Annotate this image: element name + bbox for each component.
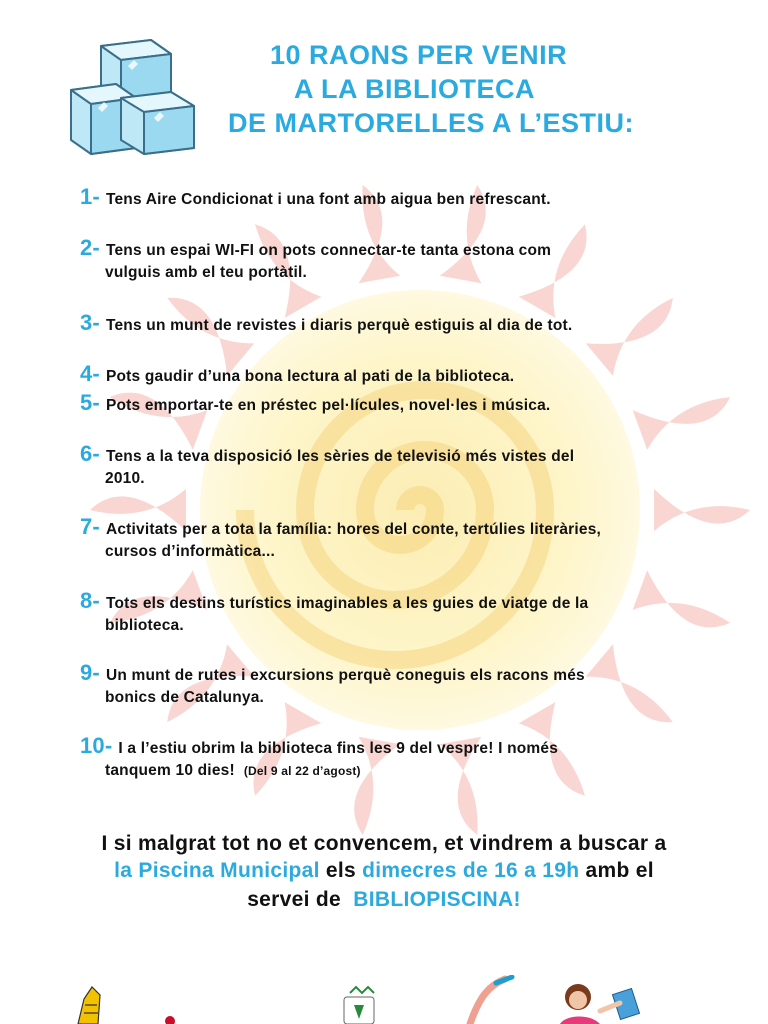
closing-line-3 (0, 885, 768, 914)
reason-item-3 (80, 312, 730, 337)
closing-connector: els (319, 859, 363, 882)
closing-line-2 (0, 856, 768, 885)
reason-item-5 (80, 392, 730, 417)
reason-number: 7- (80, 514, 100, 539)
closing-connector: amb el (579, 859, 654, 882)
reason-item-10 (80, 735, 730, 782)
reason-item-6 (80, 443, 730, 490)
reason-text: Pots emportar-te en préstec pel·lícules, novel·les i música. (105, 397, 551, 414)
reason-item-1 (80, 186, 730, 211)
reason-number: 6- (80, 441, 100, 466)
swimmers-illustration-icon (470, 977, 640, 1024)
reason-text: Tens Aire Condicionat i una font amb aigua ben refrescant. (105, 191, 551, 208)
closing-connector: servei de (247, 888, 348, 911)
reason-text-continued: vulguis amb el teu portàtil. (105, 264, 307, 281)
reason-item-4 (80, 363, 730, 388)
reason-text: Activitats per a tota la família: hores del conte, tertúlies literàries, (105, 521, 602, 538)
reason-item-7 (80, 516, 730, 563)
library-logo-icon (78, 987, 100, 1024)
reason-text: Tens a la teva disposició les sèries de televisió més vistes del (105, 448, 575, 465)
reason-text-continued: biblioteca. (105, 617, 184, 634)
reason-number: 9- (80, 660, 100, 685)
reason-text-continued: cursos d’informàtica... (105, 543, 275, 560)
organization-logo-icon (165, 1016, 175, 1024)
closing-line-1: I si malgrat tot no et convencem, et vindrem a buscar a (101, 832, 667, 855)
reason-text: Tens un espai WI-FI on pots connectar-te tanta estona com (105, 242, 552, 259)
footer-logos (0, 975, 768, 1024)
pool-location: la Piscina Municipal (114, 859, 320, 882)
reason-item-9 (80, 662, 730, 709)
reason-text-continued: bonics de Catalunya. (105, 689, 265, 706)
service-name: BIBLIOPISCINA! (353, 888, 521, 911)
reason-text-continued: 2010. (105, 470, 145, 487)
ice-cubes-icon (66, 36, 206, 158)
page-title-line-3: DE MARTORELLES A L’ESTIU: (228, 108, 635, 138)
reason-number: 3- (80, 310, 100, 335)
reason-text: Tots els destins turístics imaginables a les guies de viatge de la (105, 595, 589, 612)
reason-text: Un munt de rutes i excursions perquè coneguis els racons més (105, 667, 585, 684)
reason-text: Tens un munt de revistes i diaris perquè estiguis al dia de tot. (105, 317, 573, 334)
reason-text-continued (80, 760, 730, 782)
reason-text: I a l’estiu obrim la biblioteca fins les 9 del vespre! I només (118, 740, 559, 757)
reason-number: 4- (80, 361, 100, 386)
reason-text: Pots gaudir d’una bona lectura al pati de la biblioteca. (105, 368, 515, 385)
date-note: (Del 9 al 22 d’agost) (243, 764, 361, 778)
page-title-line-2: A LA BIBLIOTECA (294, 74, 535, 104)
page-title-line-1: 10 RAONS PER VENIR (270, 40, 568, 70)
reason-item-8 (80, 590, 730, 637)
reason-number: 10- (80, 733, 113, 758)
reason-number: 1- (80, 184, 100, 209)
reason-text-emphasis: tanquem 10 dies! (105, 762, 235, 779)
reason-number: 5- (80, 390, 100, 415)
reason-number: 8- (80, 588, 100, 613)
town-crest-icon (344, 987, 374, 1024)
reason-number: 2- (80, 235, 100, 260)
schedule: dimecres de 16 a 19h (362, 859, 580, 882)
reason-item-2 (80, 237, 730, 284)
